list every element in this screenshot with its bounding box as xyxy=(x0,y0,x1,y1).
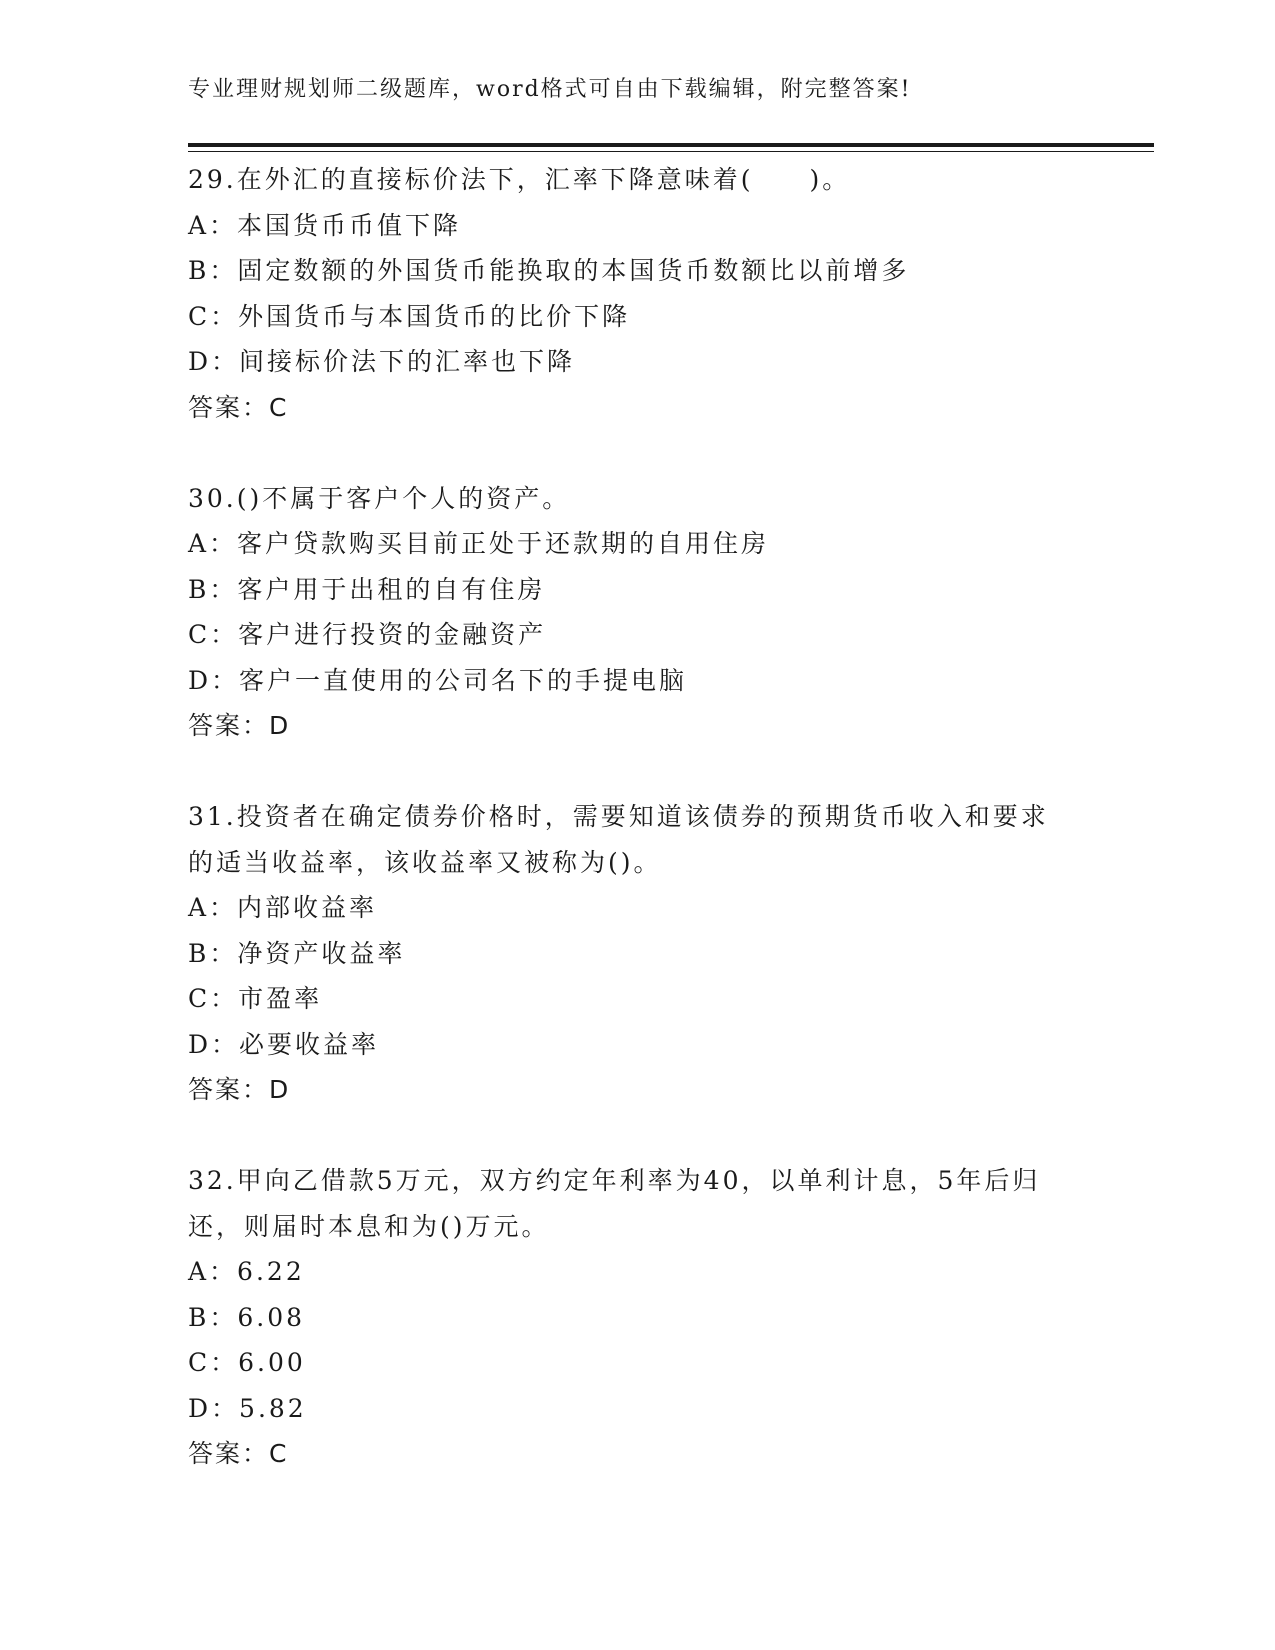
answer: 答案：D xyxy=(188,1075,291,1104)
option-c: C：客户进行投资的金融资产 xyxy=(188,620,547,649)
option-c: C：市盈率 xyxy=(188,984,323,1013)
option-b: B：客户用于出租的自有住房 xyxy=(188,574,546,604)
question-gap xyxy=(188,430,1088,476)
header-rule-thick xyxy=(188,143,1154,147)
question-stem: 29.在外汇的直接标价法下，汇率下降意味着( )。 xyxy=(188,165,851,194)
option-a: A：6.22 xyxy=(188,1257,305,1286)
header-rule-thin xyxy=(188,151,1154,152)
question-32 xyxy=(188,1158,1088,1477)
question-gap xyxy=(188,1113,1088,1159)
option-a: A：内部收益率 xyxy=(188,893,378,922)
option-d: D：客户一直使用的公司名下的手提电脑 xyxy=(188,665,688,695)
answer: 答案：D xyxy=(188,711,291,740)
answer: 答案：C xyxy=(188,392,289,422)
option-d: D：间接标价法下的汇率也下降 xyxy=(188,347,576,376)
option-b: B：固定数额的外国货币能换取的本国货币数额比以前增多 xyxy=(188,256,910,285)
option-a: A：客户贷款购买目前正处于还款期的自用住房 xyxy=(188,529,770,558)
option-a: A：本国货币币值下降 xyxy=(188,210,462,240)
question-stem-continued: 的适当收益率，该收益率又被称为()。 xyxy=(188,847,662,877)
option-d: D：5.82 xyxy=(188,1393,307,1423)
answer: 答案：C xyxy=(188,1439,289,1468)
question-29 xyxy=(188,157,1088,430)
option-b: B：6.08 xyxy=(188,1302,306,1332)
question-stem: 31.投资者在确定债券价格时，需要知道该债券的预期货币收入和要求 xyxy=(188,802,1049,831)
page-header: 专业理财规划师二级题库，word格式可自由下载编辑，附完整答案! xyxy=(188,77,912,102)
question-30 xyxy=(188,476,1088,749)
option-c: C：6.00 xyxy=(188,1348,306,1377)
question-stem-continued: 还，则届时本息和为()万元。 xyxy=(188,1211,550,1241)
question-gap xyxy=(188,749,1088,795)
option-d: D：必要收益率 xyxy=(188,1029,380,1059)
question-31 xyxy=(188,794,1088,1113)
question-stem: 30.()不属于客户个人的资产。 xyxy=(188,483,571,513)
option-c: C：外国货币与本国货币的比价下降 xyxy=(188,301,631,331)
question-stem: 32.甲向乙借款5万元，双方约定年利率为40，以单利计息，5年后归 xyxy=(188,1166,1041,1195)
question-list xyxy=(188,157,1088,1477)
option-b: B：净资产收益率 xyxy=(188,938,406,968)
